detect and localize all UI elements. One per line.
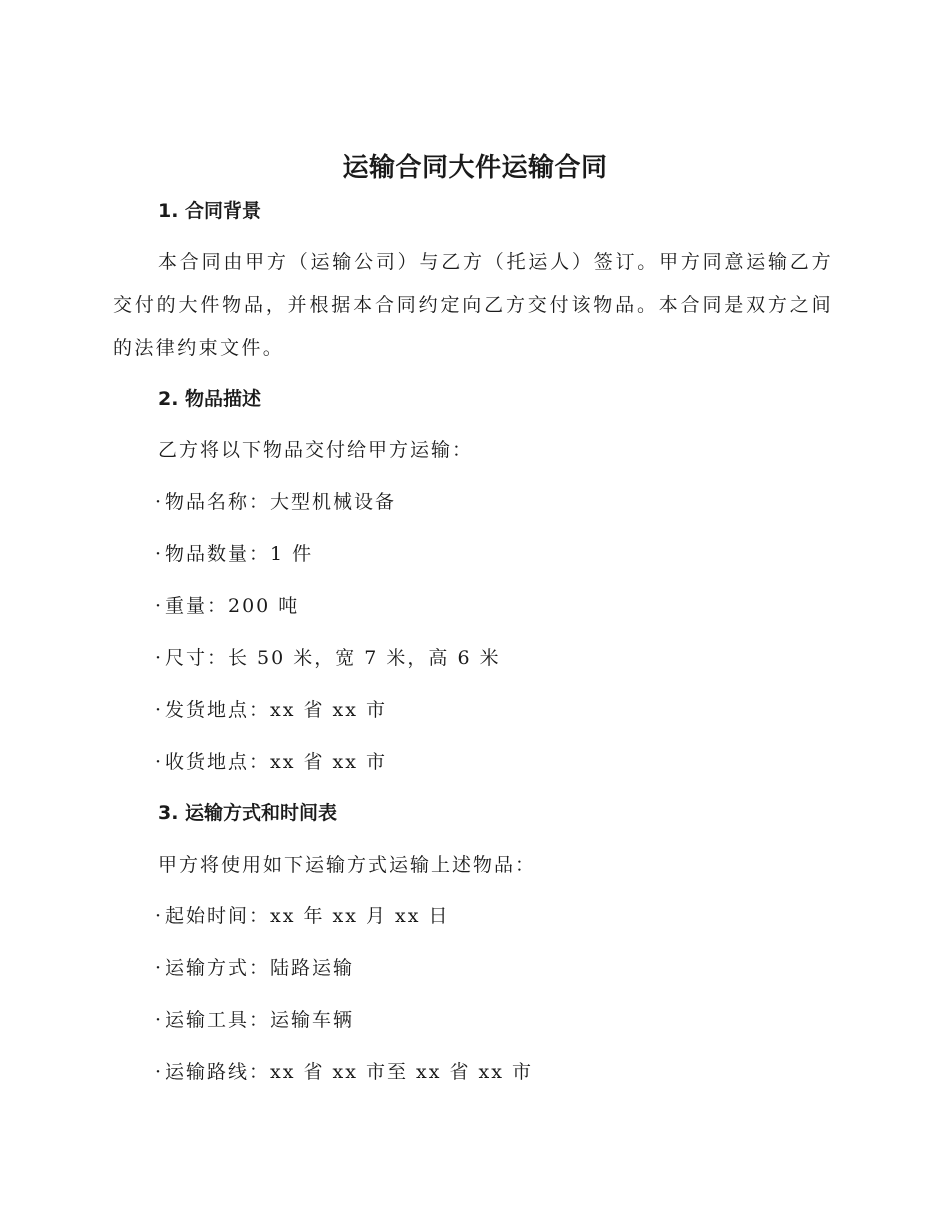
- bullet-icon: ·: [155, 491, 162, 513]
- list-item: · 重量：200 吨: [155, 595, 300, 617]
- list-item: · 尺寸：长 50 米，宽 7 米，高 6 米: [155, 647, 501, 669]
- section-heading-item-description: 2. 物品描述: [158, 388, 262, 410]
- bullet-icon: ·: [155, 1061, 162, 1083]
- list-item: · 收货地点：xx 省 xx 市: [155, 751, 387, 773]
- list-item: · 运输路线：xx 省 xx 市至 xx 省 xx 市: [155, 1061, 534, 1083]
- bullet-icon: ·: [155, 647, 162, 669]
- bullet-icon: ·: [155, 905, 162, 927]
- document-title: 运输合同大件运输合同: [342, 153, 608, 183]
- bullet-icon: ·: [155, 595, 162, 617]
- section-paragraph-background: 本合同由甲方（运输公司）与乙方（托运人）签订。甲方同意运输乙方交付的大件物品，并根据本合同约定向乙方交付该物品。本合同是双方之间的法律约束文件。: [113, 251, 833, 359]
- list-item: · 物品名称：大型机械设备: [155, 491, 397, 513]
- section-intro-transport: 甲方将使用如下运输方式运输上述物品：: [158, 854, 537, 876]
- bullet-icon: ·: [155, 1009, 162, 1031]
- bullet-icon: ·: [155, 957, 162, 979]
- list-item: · 物品数量：1 件: [155, 543, 314, 565]
- bullet-icon: ·: [155, 543, 162, 565]
- section-heading-transport: 3. 运输方式和时间表: [158, 802, 338, 824]
- list-item: · 发货地点：xx 省 xx 市: [155, 699, 387, 721]
- bullet-icon: ·: [155, 751, 162, 773]
- list-item: · 起始时间：xx 年 xx 月 xx 日: [155, 905, 450, 927]
- list-item: · 运输方式：陆路运输: [155, 957, 355, 979]
- section-heading-background: 1. 合同背景: [158, 200, 262, 222]
- section-intro-item-description: 乙方将以下物品交付给甲方运输：: [158, 439, 474, 461]
- bullet-icon: ·: [155, 699, 162, 721]
- list-item: · 运输工具：运输车辆: [155, 1009, 355, 1031]
